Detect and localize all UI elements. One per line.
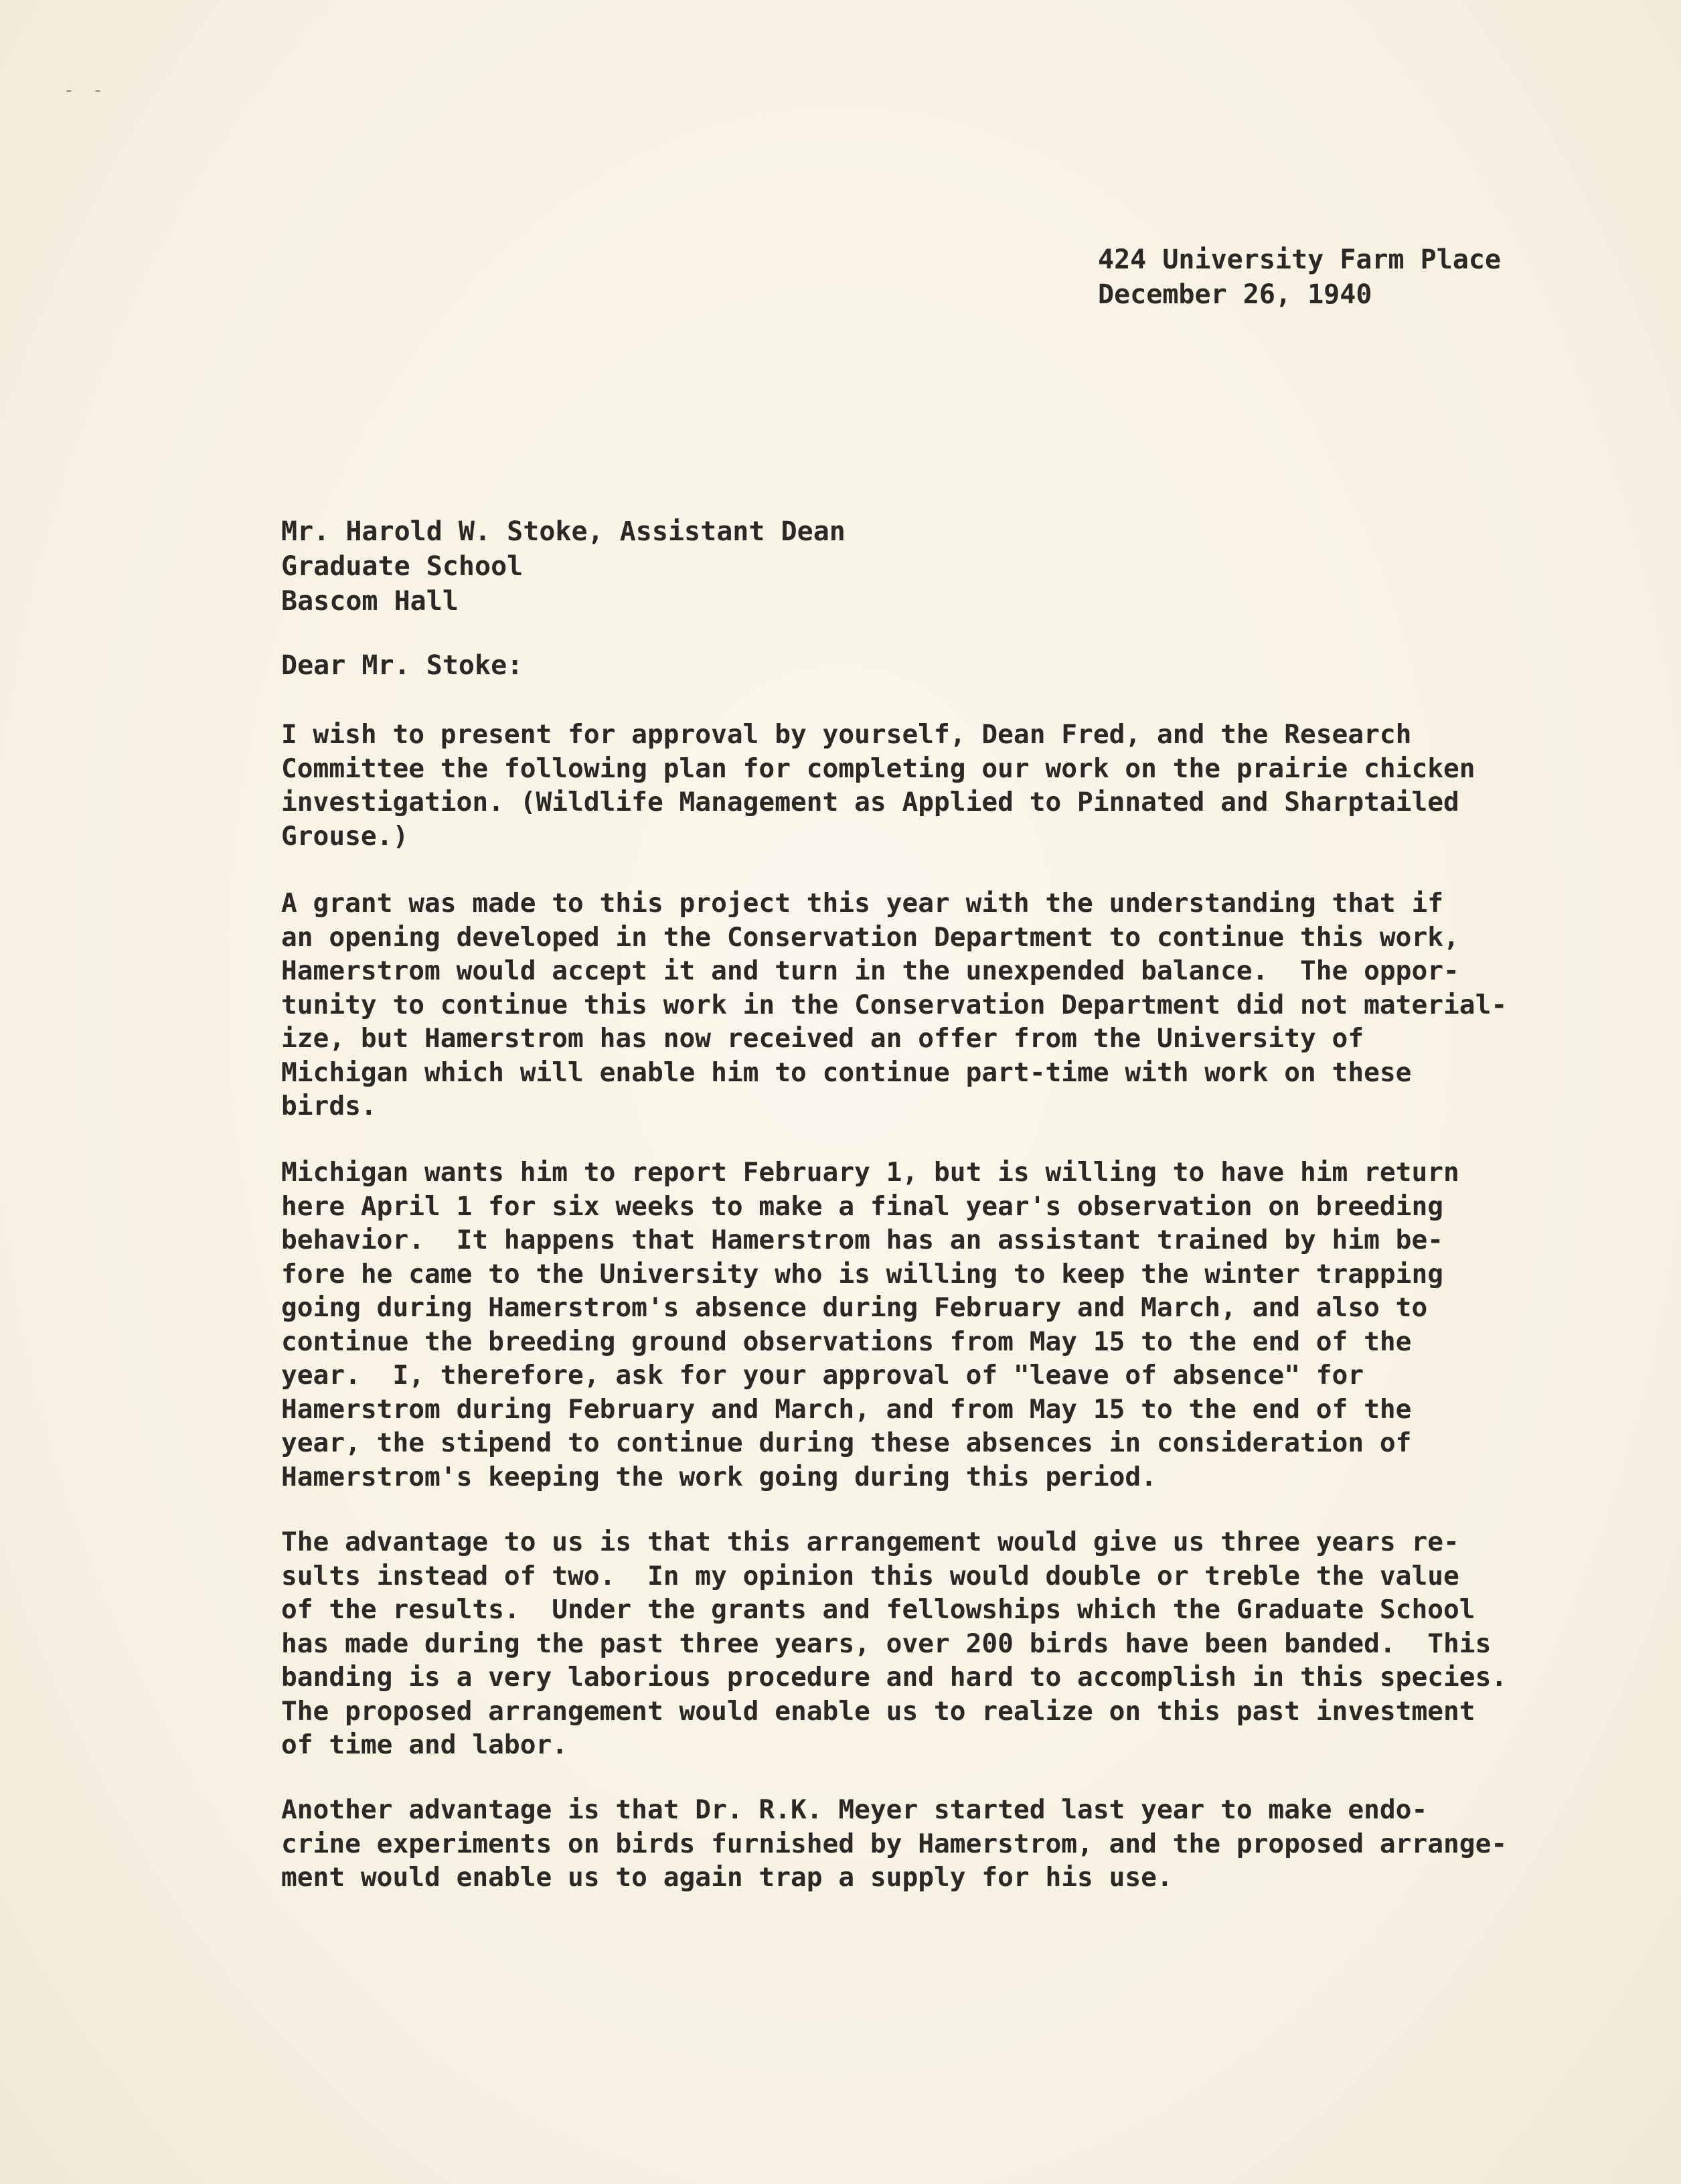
body-paragraph-1: I wish to present for approval by yourself, Dean Fred, and the Research Committee the following plan for completing our work on the prairie chicken investigation. (Wildlife Management as Applied to Pinnated and Sharptailed Grouse.)	[281, 719, 1475, 852]
body-paragraph-3: Michigan wants him to report February 1, but is willing to have him return here April 1 for six weeks to make a final year's observation on breeding behavior. It happens that Hamerstrom has an assistant trained by him be- fore he came to the University who is willing to keep the winter trapping going during Hamerstrom's absence during February and March, and also to continue the breeding ground observations from May 15 to the end of the year. I, therefore, ask for your approval of "leave of absence" for Hamerstrom during February and March, and from May 15 to the end of the year, the stipend to continue during these absences in consideration of Hamerstrom's keeping the work going during this period.	[281, 1157, 1459, 1492]
return-street: 424 University Farm Place	[1098, 244, 1502, 275]
margin-mark: - -	[64, 80, 107, 100]
inside-address	[281, 514, 846, 619]
salutation: Dear Mr. Stoke:	[281, 650, 524, 681]
return-address	[1098, 242, 1501, 312]
body-paragraph-2: A grant was made to this project this year with the understanding that if an opening developed in the Conservation Department to continue this work, Hamerstrom would accept it and turn in the unexpended balance. The oppor- tunity to continue this work in the Conservation Department did not material- ize, but Hamerstrom has now received an offer from the University of Michigan which will enable him to continue part-time with work on these birds.	[281, 888, 1508, 1121]
recipient-department: Graduate School	[281, 551, 524, 582]
body-paragraph-4: The advantage to us is that this arrangement would give us three years re- sults instead of two. In my opinion this would double or treble the value of the results. Under the grants and fellowships which the Graduate School has made during the past three years, over 200 birds have been banded. This banding is a very laborious procedure and hard to accomplish in this species. The proposed arrangement would enable us to realize on this past investment of time and labor.	[281, 1527, 1508, 1760]
recipient-name: Mr. Harold W. Stoke, Assistant Dean	[281, 516, 846, 547]
letter-date: December 26, 1940	[1098, 279, 1372, 310]
recipient-building: Bascom Hall	[281, 586, 459, 617]
body-paragraph-5: Another advantage is that Dr. R.K. Meyer started last year to make endo- crine experiments on birds furnished by Hamerstrom, and the proposed arrange- ment would enable us to again trap a supply for his use.	[281, 1794, 1508, 1893]
